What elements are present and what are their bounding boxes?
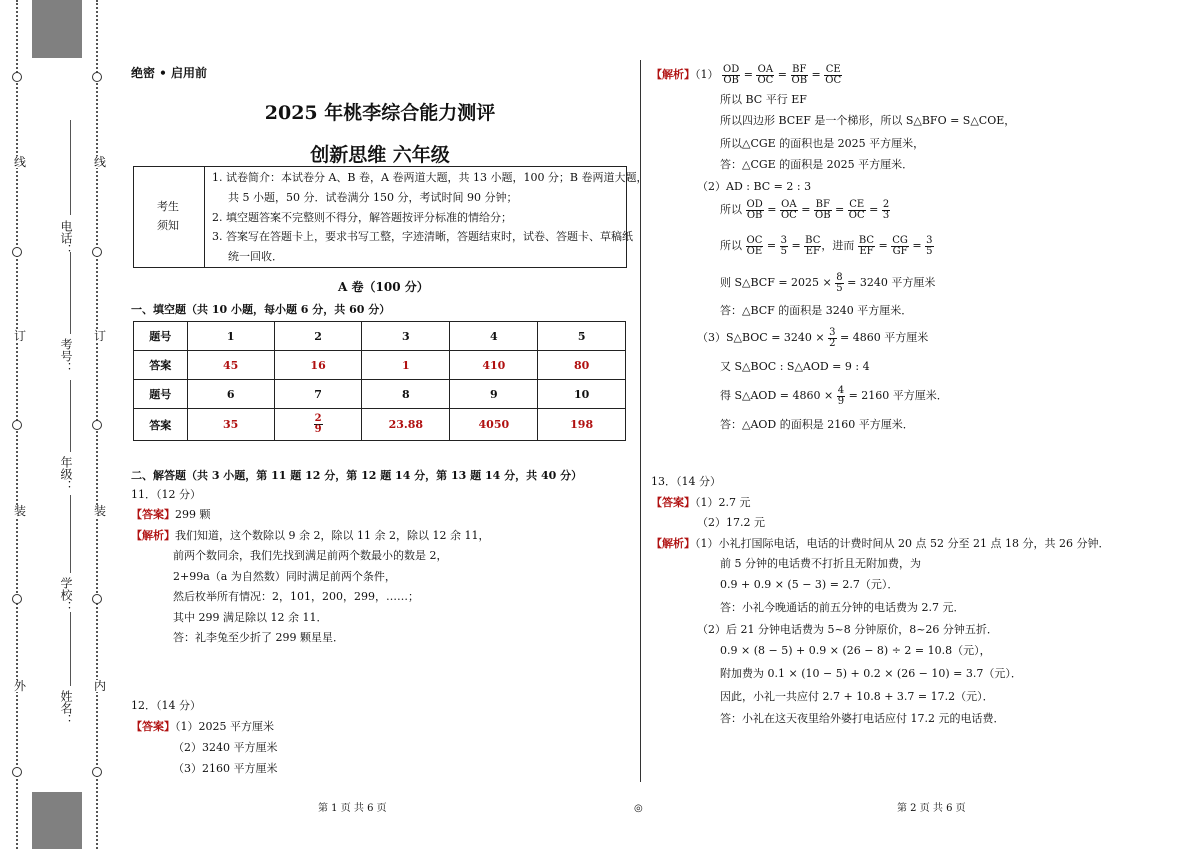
- analysis-line: 答：△CGE 的面积是 2025 平方厘米．: [720, 158, 914, 171]
- row-label-question: 题号: [134, 322, 188, 351]
- section-a-title: A 卷（100 分）: [338, 280, 429, 294]
- analysis-line: 又 S△BOC : S△AOD = 9 : 4: [720, 360, 870, 373]
- analysis-line: 然后枚举所有情况：2，101，200，299，……；: [173, 590, 419, 603]
- q13-answer: [651, 496, 751, 510]
- grade-field-label: 年级：: [59, 456, 73, 492]
- school-field-line[interactable]: [70, 495, 71, 573]
- binding-char: 订: [14, 329, 27, 343]
- q12-analysis-part2-c: 则 S△BCF = 2025 × $\frac{8}{5}$ = 3240 平方厘米: [720, 271, 936, 294]
- fraction: $\frac{OA}{OC}$: [757, 63, 774, 86]
- question-number: 1: [187, 322, 274, 351]
- binding-block-top: [32, 0, 82, 58]
- binding-hole: [12, 420, 22, 430]
- name-field-label: 姓名：: [59, 690, 73, 726]
- phone-field-line[interactable]: [70, 120, 71, 215]
- fraction: $\frac{4}{9}$: [837, 384, 845, 407]
- fraction-denominator: 9: [314, 424, 322, 435]
- binding-hole: [92, 72, 102, 82]
- analysis-line: 其中 299 满足除以 12 余 11．: [173, 611, 328, 624]
- question-number: 2: [274, 322, 361, 351]
- binding-char: 外: [14, 679, 27, 693]
- page-divider: [640, 60, 641, 782]
- fraction: $\frac{CE}{OC}$: [825, 63, 842, 86]
- binding-char: 订: [94, 329, 107, 343]
- q12-answer-line: （1）2025 平方厘米: [175, 720, 274, 733]
- exam-title: 2025 年桃李综合能力测评: [264, 102, 496, 124]
- binding-hole: [92, 247, 102, 257]
- answer-value: 45: [187, 351, 274, 380]
- row-label-answer: 答案: [134, 351, 188, 380]
- fraction: $\frac{OC}{OE}$: [746, 234, 763, 257]
- binding-hole: [92, 767, 102, 777]
- analysis-line: 所以四边形 BCEF 是一个梯形，所以 S△BFO = S△COE，: [720, 114, 1016, 127]
- analysis-line: 0.9 × (8 − 5) + 0.9 × (26 − 8) ÷ 2 = 10.8（元），: [720, 644, 991, 657]
- answer-value-fraction: [274, 409, 361, 441]
- analysis-tag: 【解析】: [131, 529, 175, 542]
- q12-answer-line: （2）3240 平方厘米: [173, 741, 278, 754]
- fraction: $\frac{3}{5}$: [926, 234, 933, 257]
- page-number-right: 第 2 页 共 6 页: [897, 803, 966, 814]
- analysis-line: 所以 BC 平行 EF: [720, 93, 807, 106]
- center-mark: ◎: [634, 803, 643, 814]
- binding-hole: [92, 420, 102, 430]
- fraction: $\frac{BF}{OB}$: [815, 198, 831, 221]
- answer-value: 4050: [450, 409, 538, 441]
- question-number: 4: [450, 322, 538, 351]
- answer-tag: 【答案】: [131, 508, 175, 521]
- question-number: 9: [450, 380, 538, 409]
- answer-value: 198: [538, 409, 626, 441]
- notice-line: 2. 填空题答案不完整则不得分，解答题按评分标准的情给分；: [212, 211, 512, 224]
- q13-answer-line: （1）2.7 元: [695, 496, 751, 509]
- part2-title: 二、解答题（共 3 小题，第 11 题 12 分，第 12 题 14 分，第 13 题 14 分，共 40 分）: [131, 469, 583, 482]
- q12-analysis-part3: （3）S△BOC = 3240 × $\frac{3}{2}$ = 4860 平方厘米: [697, 326, 929, 349]
- part1-title: 一、填空题（共 10 小题，每小题 6 分，共 60 分）: [131, 303, 391, 316]
- analysis-line: 因此，小礼一共应付 2.7 + 10.8 + 3.7 = 17.2（元）．: [720, 690, 994, 703]
- binding-char: 内: [94, 679, 107, 693]
- question-number: 7: [274, 380, 361, 409]
- binding-char: 线: [94, 155, 107, 169]
- answer-table: [133, 321, 626, 441]
- q11-answer: [131, 508, 211, 522]
- binding-char: 装: [14, 504, 27, 518]
- row-label-question: 题号: [134, 380, 188, 409]
- notice-label: 考生: [157, 200, 179, 213]
- fraction: $\frac{OD}{OB}$: [723, 63, 740, 86]
- confidential-label: 绝密 • 启用前: [131, 66, 208, 80]
- fraction: $\frac{BC}{EF}$: [858, 234, 875, 257]
- analysis-line: 答：礼李兔至少折了 299 颗星星．: [173, 631, 344, 644]
- binding-hole: [12, 767, 22, 777]
- binding-char: 装: [94, 504, 107, 518]
- answer-value: 23.88: [362, 409, 450, 441]
- fraction: $\frac{OD}{OB}$: [746, 198, 763, 221]
- name-field-line[interactable]: [70, 612, 71, 686]
- analysis-line: 答：△BCF 的面积是 3240 平方厘米．: [720, 304, 913, 317]
- notice-line: 共 5 小题，50 分．试卷满分 150 分，考试时间 90 分钟；: [228, 191, 518, 204]
- fraction: $\frac{BC}{EF}$: [805, 234, 821, 257]
- notice-line: 1. 试卷简介：本试卷分 A、B 卷，A 卷两道大题，共 13 小题，100 分；B 卷两道大题，: [212, 171, 648, 184]
- fraction: $\frac{3}{5}$: [780, 234, 787, 257]
- answer-value: 410: [450, 351, 538, 380]
- notice-line: 3. 答案写在答题卡上，要求书写工整，字迹清晰，答题结束时，试卷、答题卡、草稿纸: [212, 230, 633, 243]
- page-number-left: 第 1 页 共 6 页: [318, 803, 387, 814]
- question-number: 10: [538, 380, 626, 409]
- analysis-line: 前 5 分钟的电话费不打折且无附加费，为: [720, 557, 921, 570]
- binding-char: 线: [14, 155, 27, 169]
- exam-subtitle: 创新思维 六年级: [310, 144, 450, 166]
- answer-tag: 【答案】: [131, 720, 175, 733]
- notice-label: 须知: [157, 219, 179, 232]
- analysis-line: 答：小礼今晚通话的前五分钟的电话费为 2.7 元．: [720, 601, 965, 614]
- q11-answer-text: 299 颗: [175, 508, 211, 521]
- q12-analysis-part2-b: 所以 $\frac{OC}{OE}$ = $\frac{3}{5}$ = $\frac{BC}{EF}$ ，进而 $\frac{BC}{EF}$ = $\frac{CG}{GF}$ = $\frac{3}{5}$: [720, 234, 933, 257]
- fraction: $\frac{2}{3}$: [882, 198, 890, 221]
- answer-value: 80: [538, 351, 626, 380]
- phone-field-label: 电话：: [59, 220, 73, 256]
- analysis-line: 答：△AOD 的面积是 2160 平方厘米．: [720, 418, 914, 431]
- fraction: $\frac{BF}{OB}$: [791, 63, 808, 86]
- analysis-line: 2+99a（a 为自然数）同时满足前两个条件，: [173, 570, 396, 583]
- q12-analysis-part1: 【解析】（1） $\frac{OD}{OB}$ = $\frac{OA}{OC}$ = $\frac{BF}{OB}$ = $\frac{CE}{OC}$: [651, 63, 842, 86]
- binding-hole: [12, 72, 22, 82]
- q13-answer-line: （2）17.2 元: [697, 516, 765, 529]
- analysis-line: 0.9 + 0.9 × (5 − 3) = 2.7（元）．: [720, 578, 899, 591]
- answer-value: 16: [274, 351, 361, 380]
- answer-value: 1: [362, 351, 450, 380]
- analysis-line: 前两个数同余，我们先找到满足前两个数最小的数是 2，: [173, 549, 448, 562]
- analysis-line: （2）AD : BC = 2 : 3: [697, 180, 812, 193]
- q11-head: 11．（12 分）: [131, 488, 201, 501]
- exam-number-field-line[interactable]: [70, 252, 71, 334]
- analysis-line: 附加费为 0.1 × (10 − 5) + 0.2 × (26 − 10) = 3.7（元）．: [720, 667, 1022, 680]
- notice-line: 统一回收．: [228, 250, 283, 263]
- q12-head: 12．（14 分）: [131, 699, 201, 712]
- binding-hole: [12, 594, 22, 604]
- fraction: $\frac{3}{2}$: [829, 326, 836, 349]
- q12-answer-line: （3）2160 平方厘米: [173, 762, 278, 775]
- question-number: 8: [362, 380, 450, 409]
- binding-hole: [12, 247, 22, 257]
- question-number: 3: [362, 322, 450, 351]
- row-label-answer: 答案: [134, 409, 188, 441]
- exam-number-field-label: 考号：: [59, 338, 73, 374]
- school-field-label: 学校：: [59, 577, 73, 613]
- analysis-line: （1）小礼打国际电话，电话的计费时间从 20 点 52 分至 21 点 18 分，共 26 分钟．: [695, 537, 1110, 550]
- analysis-tag: 【解析】: [651, 68, 695, 81]
- analysis-tag: 【解析】: [651, 537, 695, 550]
- part-label: （1）: [695, 68, 719, 81]
- fraction: $\frac{CG}{GF}$: [892, 234, 908, 257]
- question-number: 5: [538, 322, 626, 351]
- q11-analysis: [131, 529, 489, 543]
- question-number: 6: [187, 380, 274, 409]
- analysis-line: （2）后 21 分钟电话费为 5~8 分钟原价，8~26 分钟五折．: [697, 623, 998, 636]
- q12-answer: [131, 720, 274, 734]
- binding-block-bottom: [32, 792, 82, 849]
- analysis-line: 我们知道，这个数除以 9 余 2，除以 11 余 2，除以 12 余 11，: [175, 529, 490, 542]
- q12-analysis-part2-a: 所以 $\frac{OD}{OB}$ = $\frac{OA}{OC}$ = $\frac{BF}{OB}$ = $\frac{CE}{OC}$ = $\frac{2}{3}$: [720, 198, 890, 221]
- q13-analysis: [651, 537, 1109, 551]
- q12-analysis-part3-c: 得 S△AOD = 4860 × $\frac{4}{9}$ = 2160 平方厘米．: [720, 384, 948, 407]
- fraction: $\frac{CE}{OC}$: [848, 198, 865, 221]
- fraction: $\frac{OA}{OC}$: [780, 198, 797, 221]
- notice-divider: [204, 166, 205, 267]
- fraction: $\frac{8}{5}$: [836, 271, 843, 294]
- answer-value: 35: [187, 409, 274, 441]
- q13-head: 13．（14 分）: [651, 475, 721, 488]
- grade-field-line[interactable]: [70, 380, 71, 452]
- answer-tag: 【答案】: [651, 496, 695, 509]
- analysis-line: 所以△CGE 的面积也是 2025 平方厘米，: [720, 137, 925, 150]
- fraction-numerator: 2: [314, 413, 322, 424]
- binding-hole: [92, 594, 102, 604]
- analysis-line: 答：小礼在这天夜里给外婆打电话应付 17.2 元的电话费．: [720, 712, 1005, 725]
